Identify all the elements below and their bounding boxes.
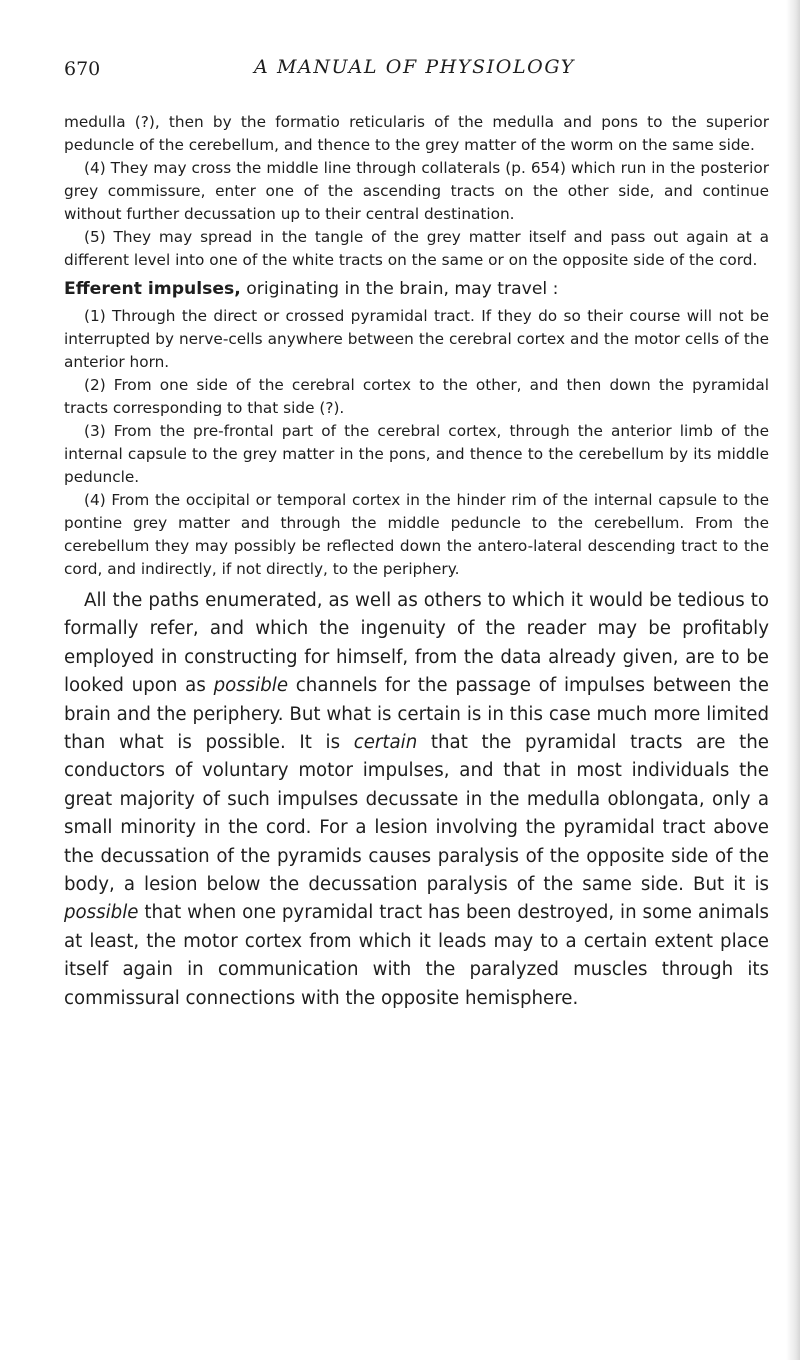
- continuation-paragraph: medulla (?), then by the formatio reticularis of the medulla and pons to the superior peduncle of the cerebellum, and thence to the grey matter of the worm on the same side.: [64, 113, 769, 154]
- emphasis-possible: possible: [213, 675, 289, 697]
- running-title: A MANUAL OF PHYSIOLOGY: [254, 56, 575, 78]
- page-header: [64, 52, 764, 86]
- efferent-item: (3) From the pre-frontal part of the cerebral cortex, through the anterior limb of the internal capsule to the grey matter in the pons, and thence to the cerebellum by its middle peduncle.: [64, 422, 769, 486]
- efferent-item: (1) Through the direct or crossed pyramidal tract. If they do so their course will not be interrupted by nerve-cells anywhere between the cerebral cortex and the motor cells of the anterior horn.: [64, 307, 769, 371]
- efferent-item: (2) From one side of the cerebral cortex to the other, and then down the pyramidal tracts corresponding to that side (?).: [64, 376, 769, 417]
- efferent-heading-rest: originating in the brain, may travel :: [240, 279, 559, 299]
- summary-text-4: that when one pyramidal tract has been destroyed, in some animals at least, the motor cortex from which it leads may to a certain extent place itself again in communication with the paralyzed muscles through its commissural connections with the opposite hemisphere.: [64, 902, 769, 1009]
- summary-text-3: that the pyramidal tracts are the conductors of voluntary motor impulses, and that in most individuals the great majority of such impulses decussate in the medulla oblongata, only a small minority in the cord. For a lesion involving the pyramidal tract above the decussation of the pyramids causes paralysis of the opposite side of the body, a lesion below the decussation paralysis of the same side. But it is: [64, 732, 769, 896]
- summary-text-1: All the paths enumerated, as well as others to which it would be tedious to formally refer, and which the ingenuity of the reader may be profitably employed in constructing for himself, from the data already given, are to be looked upon as: [64, 590, 769, 697]
- page-number: 670: [64, 58, 101, 80]
- emphasis-possible-2: possible: [64, 902, 139, 924]
- efferent-section: [64, 305, 769, 581]
- emphasis-certain: certain: [353, 732, 418, 754]
- summary-section: [64, 587, 769, 1013]
- afferent-item: (5) They may spread in the tangle of the grey matter itself and pass out again at a different level into one of the white tracts on the same or on the opposite side of the cord.: [64, 228, 769, 269]
- summary-text-2: channels for the passage of impulses between the brain and the periphery. But what is certain is in this case much more limited than what is possible. It is: [64, 675, 769, 754]
- efferent-heading-bold: Efferent impulses,: [64, 279, 241, 299]
- summary-paragraph: [64, 587, 769, 1013]
- efferent-item: (4) From the occipital or temporal cortex in the hinder rim of the internal capsule to the pontine grey matter and through the middle peduncle to the cerebellum. From the cerebellum they may possibly be reflected down the antero-lateral descending tract to the cord, and indirectly, if not directly, to the periphery.: [64, 491, 769, 578]
- afferent-section: [64, 111, 769, 272]
- page-body: [64, 111, 769, 1013]
- efferent-heading: [64, 277, 769, 301]
- afferent-item: (4) They may cross the middle line through collaterals (p. 654) which run in the posterior grey commissure, enter one of the ascending tracts on the other side, and continue without further decussation up to their central destination.: [64, 159, 769, 223]
- page-edge-shadow: [786, 0, 800, 1360]
